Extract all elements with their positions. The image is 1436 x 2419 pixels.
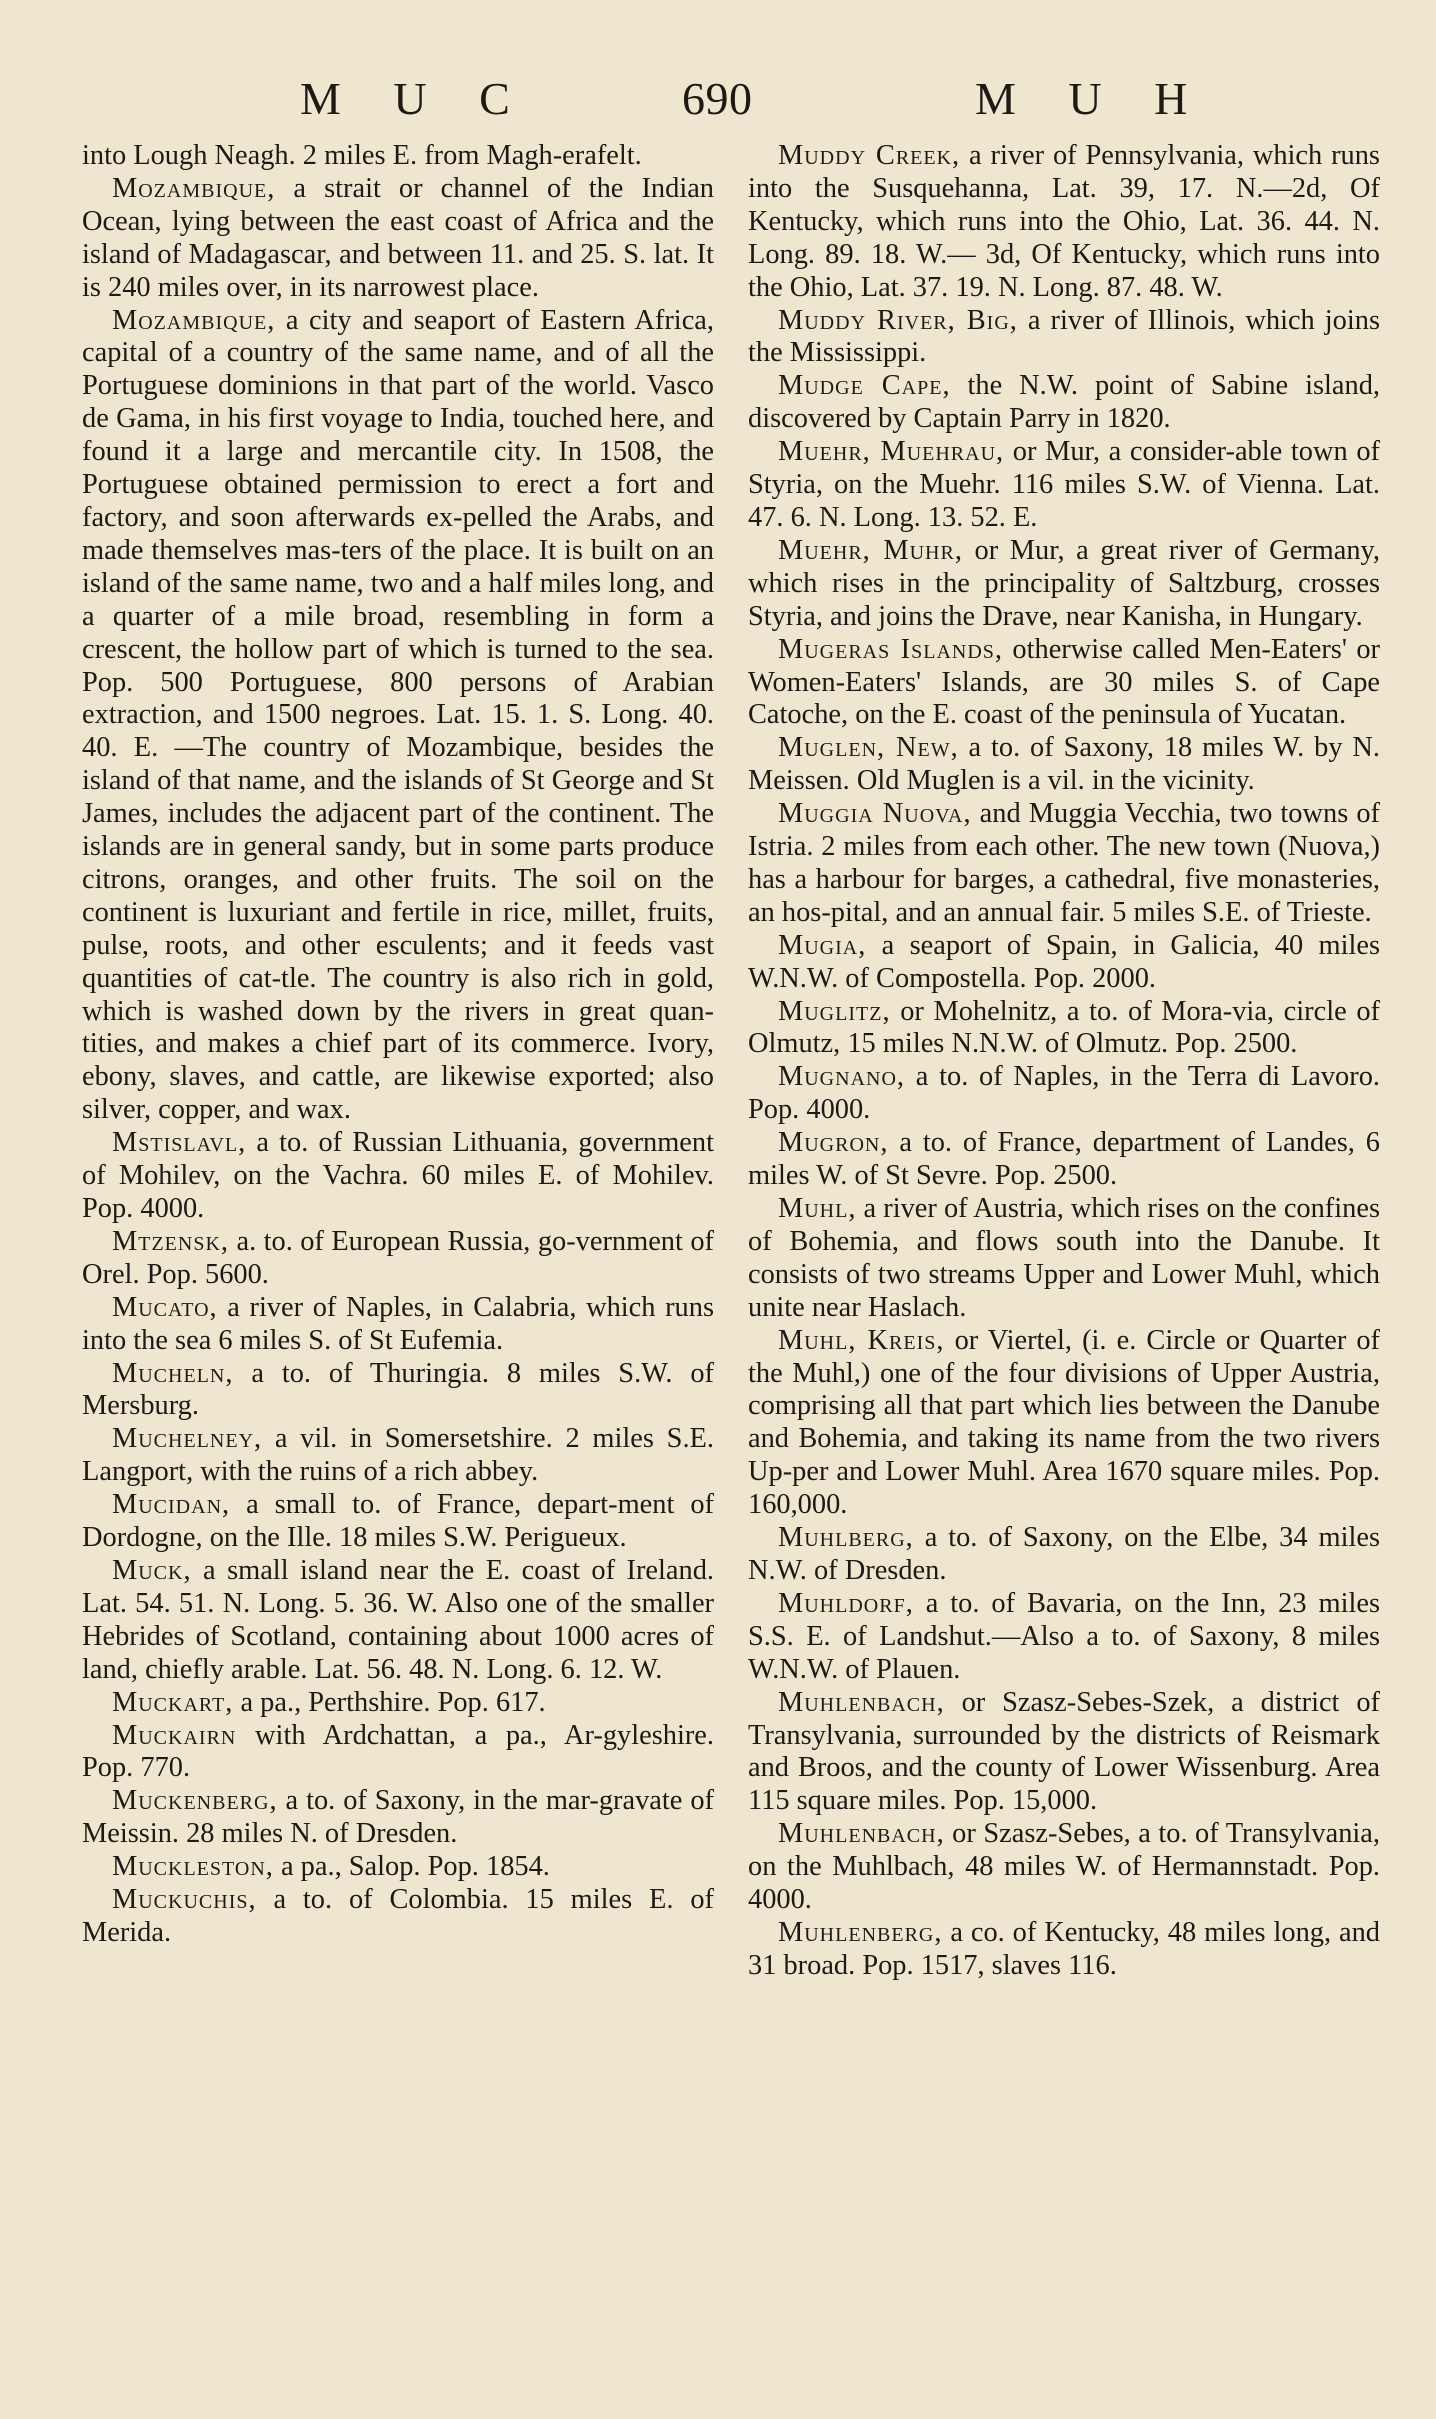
- entry-headword: Muglitz,: [778, 995, 891, 1027]
- entry-text: a to. of Colombia. 15 miles E. of Merida.: [82, 1884, 714, 1948]
- gazetteer-entry: [82, 1358, 714, 1424]
- entry-headword: Muhlenbach,: [778, 1818, 945, 1850]
- entry-text: or Viertel, (i. e. Circle or Quarter of the Muhl,) one of the four divisions of Upper Austria, comprising all that part which lies between the Danube and Bohemia, and taking its name from the two rivers Up-per and Lower Muhl. Area 1670 square miles. Pop. 160,000.: [748, 1324, 1381, 1521]
- entry-text: the N.W. point of Sabine island, discovered by Captain Parry in 1820.: [748, 370, 1380, 435]
- entry-text: or Szasz-Sebes, a to. of Transylvania, on the Muhlbach, 48 miles W. of Hermannstadt. Pop. 4000.: [748, 1818, 1380, 1916]
- gazetteer-entry: [82, 1687, 714, 1720]
- entry-text: a river of Naples, in Calabria, which runs into the sea 6 miles S. of St Eufemia.: [82, 1291, 714, 1356]
- entry-text: a small island near the E. coast of Ireland. Lat. 54. 51. N. Long. 5. 36. W. Also one of the smaller Hebrides of Scotland, containing about 1000 acres of land, chiefly arable. Lat. 56. 48. N. Long. 6. 12. W.: [82, 1554, 714, 1685]
- gazetteer-entry: [82, 1489, 714, 1555]
- gazetteer-entry: [748, 930, 1380, 996]
- entry-text: a pa., Perthshire. Pop. 617.: [233, 1686, 546, 1718]
- gazetteer-entry: [82, 1851, 714, 1884]
- gazetteer-entry: [748, 370, 1380, 436]
- entry-headword: Muhlenbach,: [778, 1686, 945, 1718]
- gazetteer-entry: [748, 535, 1380, 634]
- gazetteer-entry: [82, 1127, 714, 1226]
- gazetteer-entry: [748, 634, 1380, 733]
- gazetteer-entry: [748, 1193, 1380, 1325]
- entry-headword: Muggia Nuova,: [778, 798, 972, 830]
- entry-text: a vil. in Somersetshire. 2 miles S.E. Langport, with the ruins of a rich abbey.: [82, 1423, 714, 1488]
- gazetteer-entry: [748, 140, 1380, 305]
- entry-text: or Mohelnitz, a to. of Mora-via, circle of Olmutz, 15 miles N.N.W. of Olmutz. Pop. 2500.: [748, 995, 1380, 1060]
- entry-headword: Muhl, Kreis,: [778, 1324, 945, 1356]
- gazetteer-entry: [748, 1917, 1380, 1983]
- entry-headword: Mugron,: [778, 1127, 889, 1159]
- gazetteer-entry: [748, 1325, 1380, 1522]
- entry-headword: Mugeras Islands,: [778, 633, 1004, 665]
- entry-text: a to. of Thuringia. 8 miles S.W. of Mersburg.: [82, 1357, 714, 1422]
- entry-headword: Mugia,: [778, 929, 867, 961]
- entry-headword: Muhlberg,: [778, 1522, 914, 1554]
- entry-text: a. to. of European Russia, go-vernment of Orel. Pop. 5600.: [82, 1225, 714, 1290]
- entry-headword: Muckart,: [112, 1686, 234, 1718]
- entry-text: a strait or channel of the Indian Ocean, lying between the east coast of Africa and the island of Madagascar, and between 11. and 25. S. lat. It is 240 miles over, in its narrowest place.: [82, 172, 714, 303]
- entry-text: and Muggia Vecchia, two towns of Istria. 2 miles from each other. The new town (Nuova,) has a harbour for barges, a cathedral, five monasteries, an hos-pital, and an annual fair. 5 miles S.E. of Trieste.: [748, 798, 1380, 928]
- entry-headword: Muglen, New,: [778, 732, 959, 764]
- gazetteer-entry: [748, 305, 1380, 371]
- entry-text: a to. of Naples, in the Terra di Lavoro. Pop. 4000.: [748, 1061, 1380, 1126]
- entry-headword: Muckuchis,: [112, 1884, 257, 1916]
- entry-headword: Muckleston,: [112, 1851, 274, 1883]
- entry-text: a to. of Saxony, on the Elbe, 34 miles N.W. of Dresden.: [748, 1522, 1380, 1586]
- entry-text: a river of Pennsylvania, which runs into the Susquehanna, Lat. 39, 17. N.—2d, Of Kentucky, which runs into the Ohio, Lat. 36. 44. N. Long. 89. 18. W.— 3d, Of Kentucky, which runs into the Ohio, Lat. 37. 19. N. Long. 87. 48. W.: [748, 140, 1380, 303]
- entry-headword: Mozambique,: [112, 172, 276, 204]
- entry-text: a to. of Saxony, 18 miles W. by N. Meissen. Old Muglen is a vil. in the vicinity.: [748, 732, 1380, 797]
- gazetteer-entry: [748, 436, 1380, 535]
- gazetteer-entry: [748, 1522, 1380, 1588]
- entry-headword: Muhldorf,: [778, 1587, 914, 1619]
- gazetteer-entry: [748, 1588, 1380, 1687]
- entry-headword: Mucheln,: [112, 1357, 234, 1389]
- gazetteer-entry: [748, 1818, 1380, 1917]
- entry-text: into Lough Neagh. 2 miles E. from Magh-erafelt.: [82, 140, 642, 171]
- gazetteer-entry: [82, 1720, 714, 1786]
- entry-headword: Muehr, Muhr,: [778, 534, 963, 566]
- entry-text: a small to. of France, depart-ment of Dordogne, on the Ille. 18 miles S.W. Perigueux.: [82, 1489, 714, 1554]
- entry-headword: Muddy River, Big,: [778, 304, 1018, 336]
- entry-text: a river of Austria, which rises on the confines of Bohemia, and flows south into the Danube. It consists of two streams Upper and Lower Muhl, which unite near Haslach.: [748, 1193, 1380, 1323]
- entry-text: a to. of Saxony, in the mar-gravate of Meissin. 28 miles N. of Dresden.: [82, 1785, 714, 1850]
- right-column: [748, 140, 1380, 1983]
- entry-text: a to. of France, department of Landes, 6 miles W. of St Sevre. Pop. 2500.: [748, 1127, 1380, 1192]
- gazetteer-entry: [82, 140, 714, 173]
- gazetteer-entry: [748, 798, 1380, 930]
- entry-text: a seaport of Spain, in Galicia, 40 miles W.N.W. of Compostella. Pop. 2000.: [748, 929, 1380, 994]
- running-head-left: M U C: [300, 73, 511, 124]
- entry-text: otherwise called Men-Eaters' or Women-Eaters' Islands, are 30 miles S. of Cape Catoche, on the E. coast of the peninsula of Yucatan.: [748, 633, 1380, 731]
- entry-headword: Mudge Cape,: [778, 370, 951, 402]
- entry-headword: Muehr, Muehrau,: [778, 436, 1005, 468]
- entry-text: a to. of Russian Lithuania, government of Mohilev, on the Vachra. 60 miles E. of Mohilev. Pop. 4000.: [82, 1127, 714, 1224]
- entry-text: a to. of Bavaria, on the Inn, 23 miles S.S. E. of Landshut.—Also a to. of Saxony, 8 miles W.N.W. of Plauen.: [748, 1587, 1380, 1685]
- gazetteer-entry: [748, 1687, 1380, 1819]
- entry-text: with Ardchattan, a pa., Ar-gyleshire. Pop. 770.: [82, 1719, 714, 1784]
- gazetteer-entry: [82, 1226, 714, 1292]
- page-header: [0, 72, 1436, 142]
- entry-headword: Muckenberg,: [112, 1785, 278, 1817]
- gazetteer-entry: [748, 732, 1380, 798]
- gazetteer-entry: [748, 1127, 1380, 1193]
- entry-text: or Szasz-Sebes-Szek, a district of Transylvania, surrounded by the districts of Reismark and Broos, and the county of Lower Wissenburg. Area 115 square miles. Pop. 15,000.: [748, 1686, 1380, 1817]
- gazetteer-entry: [82, 173, 714, 305]
- entry-text: a river of Illinois, which joins the Mississippi.: [748, 304, 1380, 369]
- entry-headword: Muckairn: [112, 1719, 237, 1751]
- gazetteer-entry: [82, 1785, 714, 1851]
- entry-headword: Muchelney,: [112, 1423, 263, 1455]
- entry-headword: Muddy Creek,: [778, 140, 961, 171]
- entry-text: a co. of Kentucky, 48 miles long, and 31 broad. Pop. 1517, slaves 116.: [748, 1916, 1380, 1981]
- entry-headword: Muhlenberg,: [778, 1916, 943, 1948]
- entry-headword: Mugnano,: [778, 1061, 906, 1093]
- gazetteer-entry: [82, 1555, 714, 1687]
- gazetteer-entry: [82, 1292, 714, 1358]
- running-head-right: M U H: [975, 73, 1188, 124]
- gazetteer-entry: [82, 1884, 714, 1950]
- entry-headword: Mozambique,: [112, 304, 276, 336]
- entry-headword: Mstislavl,: [112, 1127, 247, 1159]
- entry-headword: Muck,: [112, 1554, 192, 1586]
- gazetteer-entry: [82, 1423, 714, 1489]
- page-number: 690: [682, 73, 753, 124]
- entry-headword: Mtzensk,: [112, 1225, 230, 1257]
- entry-headword: Mucidan,: [112, 1489, 231, 1521]
- entry-text: a city and seaport of Eastern Africa, capital of a country of the same name, and of all the Portuguese dominions in that part of the world. Vasco de Gama, in his first voyage to India, touched here, and found it a large and mercantile city. In 1508, the Portuguese obtained permission to erect a fort and factory, and soon afterwards ex-pelled the Arabs, and made themselves mas-ters of the place. It is built on an island of the same name, two and a half miles long, and a quarter of a mile broad, resembling in form a crescent, the hollow part of which is turned to the sea. Pop. 500 Portuguese, 800 persons of Arabian extraction, and 1500 negroes. Lat. 15. 1. S. Long. 40. 40. E. —The country of Mozambique, besides the island of that name, and the islands of St George and St James, includes the adjacent part of the continent. The islands are in general sandy, but in some parts produce citrons, oranges, and other fruits. The soil on the continent is luxuriant and fertile in rice, millet, fruits, pulse, roots, and other esculents; and it feeds vast quantities of cat-tle. The country is also rich in gold, which is washed down by the rivers in great quan-tities, and makes a chief part of its commerce. Ivory, ebony, slaves, and cattle, are likewise exported; also silver, copper, and wax.: [82, 304, 714, 1126]
- entry-headword: Mucato,: [112, 1291, 218, 1323]
- gazetteer-entry: [82, 305, 714, 1128]
- entry-text: or Mur, a great river of Germany, which rises in the principality of Saltzburg, crosses Styria, and joins the Drave, near Kanisha, in Hungary.: [748, 534, 1380, 632]
- gazetteer-entry: [748, 996, 1380, 1062]
- gazetteer-entry: [748, 1061, 1380, 1127]
- entry-headword: Muhl,: [778, 1193, 857, 1224]
- left-column: [82, 140, 714, 1950]
- entry-text: a pa., Salop. Pop. 1854.: [273, 1851, 550, 1883]
- entry-text: or Mur, a consider-able town of Styria, on the Muehr. 116 miles S.W. of Vienna. Lat. 47. 6. N. Long. 13. 52. E.: [748, 436, 1380, 533]
